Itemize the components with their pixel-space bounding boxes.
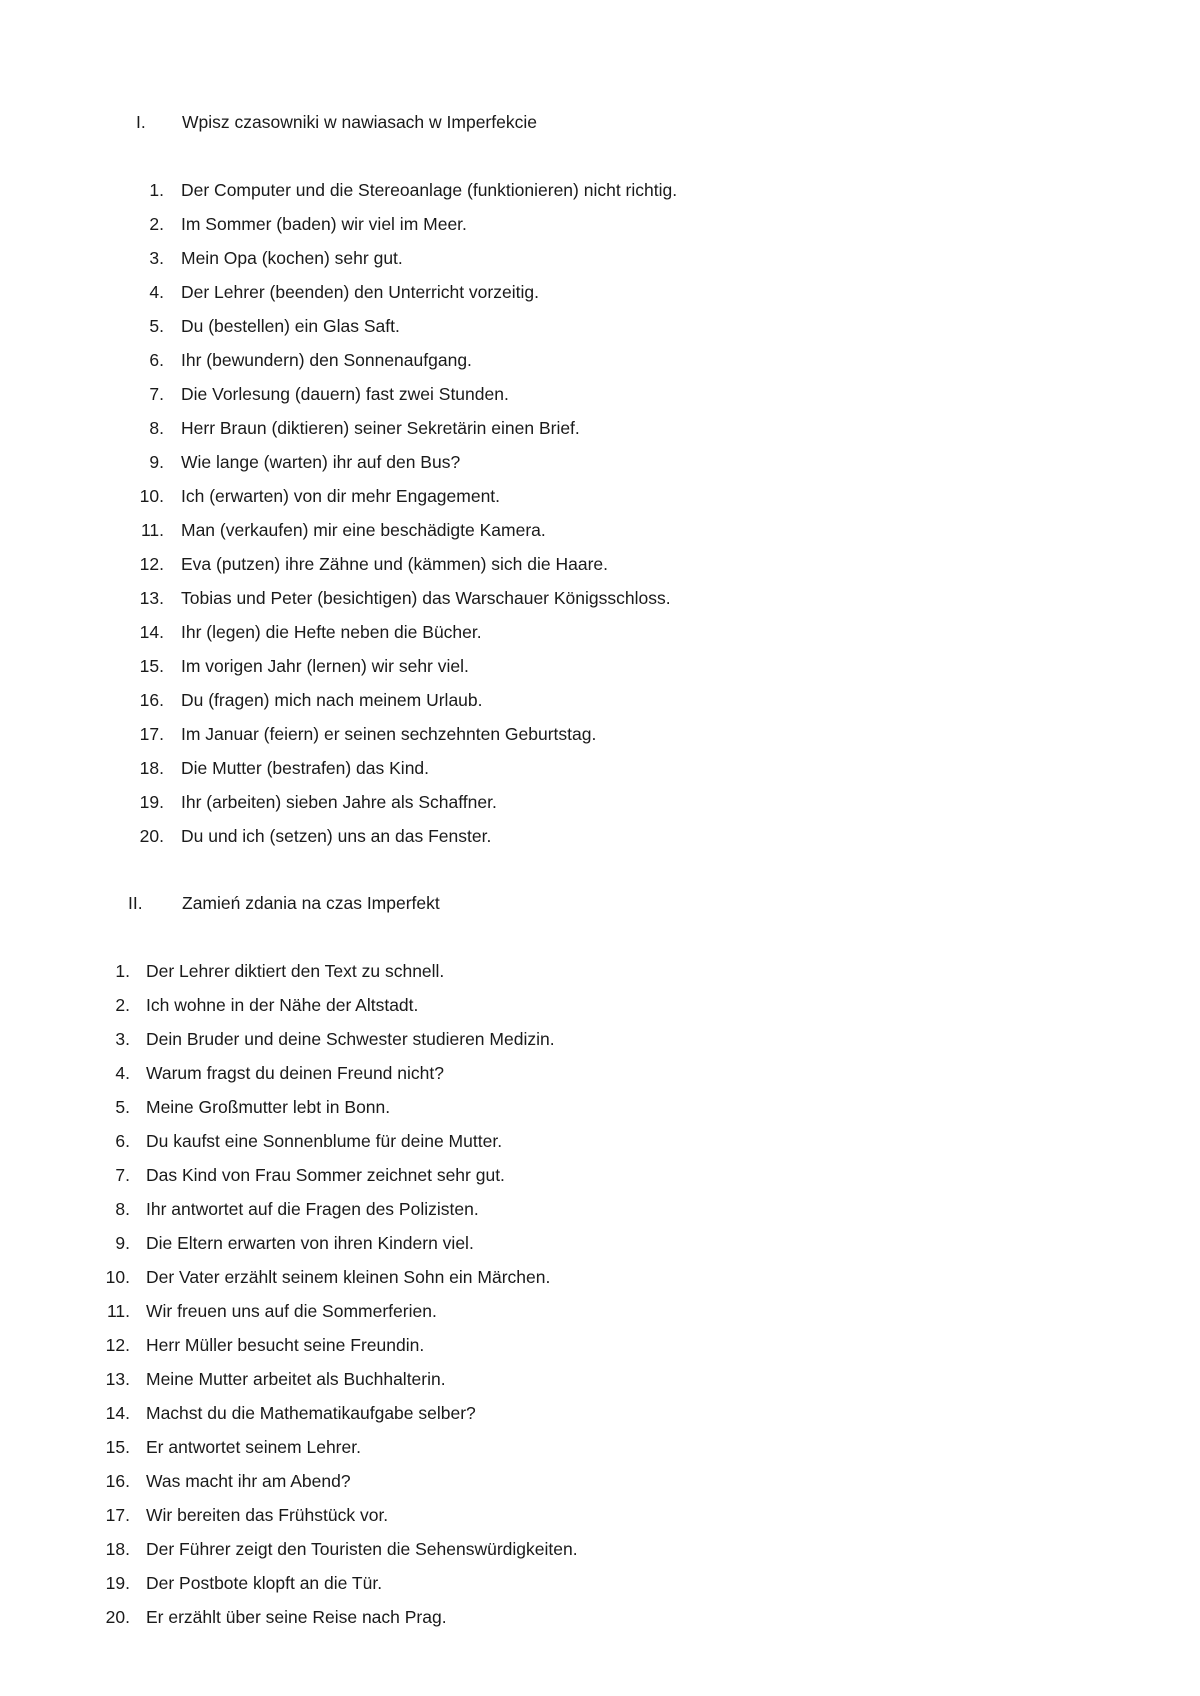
- list-item: [100, 1226, 578, 1260]
- section-1-title: Wpisz czasowniki w nawiasach w Imperfekcie: [182, 112, 537, 132]
- list-item: [100, 1158, 578, 1192]
- list-item-text: Herr Braun (diktieren) seiner Sekretärin einen Brief.: [181, 418, 580, 438]
- list-item-number: 4.: [149, 282, 164, 302]
- list-item-number: 3.: [115, 1029, 130, 1049]
- list-item-number: 17.: [139, 724, 164, 744]
- list-item: [134, 581, 677, 615]
- list-item-number: 16.: [139, 690, 164, 710]
- list-item-number: 9.: [115, 1233, 130, 1253]
- list-item: [100, 1396, 578, 1430]
- list-item-number: 8.: [115, 1199, 130, 1219]
- list-item-text: Ich wohne in der Nähe der Altstadt.: [146, 995, 419, 1015]
- list-item-number: 8.: [149, 418, 164, 438]
- list-item-number: 3.: [149, 248, 164, 268]
- list-item-number: 15.: [139, 656, 164, 676]
- list-item: [100, 1328, 578, 1362]
- list-item: [100, 1430, 578, 1464]
- list-item-text: Im Sommer (baden) wir viel im Meer.: [181, 214, 467, 234]
- list-item-text: Mein Opa (kochen) sehr gut.: [181, 248, 403, 268]
- list-item-text: Wie lange (warten) ihr auf den Bus?: [181, 452, 461, 472]
- list-item-text: Warum fragst du deinen Freund nicht?: [146, 1063, 444, 1083]
- section-1-exercise-list: [134, 173, 677, 853]
- list-item-number: 16.: [105, 1471, 130, 1491]
- list-item: [134, 377, 677, 411]
- list-item-number: 9.: [149, 452, 164, 472]
- list-item-number: 13.: [139, 588, 164, 608]
- list-item-text: Ihr (legen) die Hefte neben die Bücher.: [181, 622, 482, 642]
- list-item: [100, 1294, 578, 1328]
- list-item: [100, 1124, 578, 1158]
- list-item-number: 2.: [115, 995, 130, 1015]
- list-item: [134, 751, 677, 785]
- list-item-number: 1.: [149, 180, 164, 200]
- list-item: [100, 1090, 578, 1124]
- list-item: [134, 445, 677, 479]
- list-item-number: 5.: [149, 316, 164, 336]
- list-item-number: 19.: [139, 792, 164, 812]
- list-item-number: 14.: [105, 1403, 130, 1423]
- list-item-number: 17.: [105, 1505, 130, 1525]
- section-2-heading: [128, 886, 440, 920]
- list-item-number: 1.: [115, 961, 130, 981]
- section-1-numeral: I.: [136, 112, 146, 132]
- list-item: [100, 1464, 578, 1498]
- section-1-heading: [136, 105, 537, 139]
- list-item-text: Meine Großmutter lebt in Bonn.: [146, 1097, 391, 1117]
- list-item-text: Man (verkaufen) mir eine beschädigte Kamera.: [181, 520, 546, 540]
- list-item-number: 11.: [106, 1301, 130, 1321]
- list-item-text: Machst du die Mathematikaufgabe selber?: [146, 1403, 476, 1423]
- section-2-title: Zamień zdania na czas Imperfekt: [182, 893, 440, 913]
- list-item: [134, 343, 677, 377]
- list-item-text: Die Vorlesung (dauern) fast zwei Stunden.: [181, 384, 509, 404]
- list-item: [100, 954, 578, 988]
- list-item-number: 12.: [105, 1335, 130, 1355]
- list-item-text: Ihr antwortet auf die Fragen des Polizisten.: [146, 1199, 479, 1219]
- list-item-text: Du (fragen) mich nach meinem Urlaub.: [181, 690, 483, 710]
- section-2-exercise-list: [100, 954, 578, 1634]
- list-item-text: Der Vater erzählt seinem kleinen Sohn ein Märchen.: [146, 1267, 551, 1287]
- list-item-text: Der Computer und die Stereoanlage (funktionieren) nicht richtig.: [181, 180, 678, 200]
- list-item-number: 7.: [115, 1165, 130, 1185]
- list-item-text: Ich (erwarten) von dir mehr Engagement.: [181, 486, 501, 506]
- list-item: [134, 275, 677, 309]
- list-item: [134, 717, 677, 751]
- list-item-text: Was macht ihr am Abend?: [146, 1471, 351, 1491]
- list-item-text: Im vorigen Jahr (lernen) wir sehr viel.: [181, 656, 469, 676]
- list-item: [134, 615, 677, 649]
- list-item: [100, 1260, 578, 1294]
- list-item-text: Die Mutter (bestrafen) das Kind.: [181, 758, 430, 778]
- list-item: [134, 547, 677, 581]
- list-item: [100, 1600, 578, 1634]
- list-item: [134, 513, 677, 547]
- list-item-number: 11.: [140, 520, 164, 540]
- list-item-text: Er erzählt über seine Reise nach Prag.: [146, 1607, 447, 1627]
- list-item: [134, 309, 677, 343]
- list-item: [134, 241, 677, 275]
- list-item-number: 20.: [139, 826, 164, 846]
- list-item-number: 12.: [139, 554, 164, 574]
- list-item-number: 6.: [149, 350, 164, 370]
- list-item-number: 10.: [105, 1267, 130, 1287]
- list-item-number: 6.: [115, 1131, 130, 1151]
- section-2-numeral: II.: [128, 893, 143, 913]
- list-item: [134, 683, 677, 717]
- list-item-number: 4.: [115, 1063, 130, 1083]
- list-item-text: Der Postbote klopft an die Tür.: [146, 1573, 383, 1593]
- list-item-number: 20.: [105, 1607, 130, 1627]
- list-item-text: Du und ich (setzen) uns an das Fenster.: [181, 826, 492, 846]
- list-item: [134, 479, 677, 513]
- list-item: [100, 1056, 578, 1090]
- list-item: [100, 1498, 578, 1532]
- list-item-text: Herr Müller besucht seine Freundin.: [146, 1335, 425, 1355]
- list-item-number: 18.: [139, 758, 164, 778]
- list-item-number: 5.: [115, 1097, 130, 1117]
- list-item-number: 19.: [105, 1573, 130, 1593]
- list-item-number: 2.: [149, 214, 164, 234]
- list-item-text: Ihr (bewundern) den Sonnenaufgang.: [181, 350, 472, 370]
- list-item-text: Wir bereiten das Frühstück vor.: [146, 1505, 389, 1525]
- list-item-text: Das Kind von Frau Sommer zeichnet sehr gut.: [146, 1165, 505, 1185]
- list-item-text: Er antwortet seinem Lehrer.: [146, 1437, 361, 1457]
- list-item: [134, 819, 677, 853]
- list-item: [100, 1192, 578, 1226]
- list-item: [100, 988, 578, 1022]
- list-item-text: Der Führer zeigt den Touristen die Sehenswürdigkeiten.: [146, 1539, 578, 1559]
- list-item-text: Wir freuen uns auf die Sommerferien.: [146, 1301, 437, 1321]
- list-item-text: Du kaufst eine Sonnenblume für deine Mutter.: [146, 1131, 503, 1151]
- list-item: [134, 411, 677, 445]
- list-item: [100, 1566, 578, 1600]
- list-item: [100, 1362, 578, 1396]
- list-item-number: 10.: [139, 486, 164, 506]
- list-item-number: 18.: [105, 1539, 130, 1559]
- list-item: [100, 1022, 578, 1056]
- list-item-text: Dein Bruder und deine Schwester studieren Medizin.: [146, 1029, 555, 1049]
- list-item: [134, 173, 677, 207]
- list-item-text: Die Eltern erwarten von ihren Kindern viel.: [146, 1233, 474, 1253]
- list-item: [134, 207, 677, 241]
- list-item-text: Im Januar (feiern) er seinen sechzehnten Geburtstag.: [181, 724, 597, 744]
- list-item-text: Tobias und Peter (besichtigen) das Warschauer Königsschloss.: [181, 588, 671, 608]
- list-item: [134, 785, 677, 819]
- list-item: [134, 649, 677, 683]
- list-item-text: Eva (putzen) ihre Zähne und (kämmen) sich die Haare.: [181, 554, 609, 574]
- list-item-text: Ihr (arbeiten) sieben Jahre als Schaffner.: [181, 792, 497, 812]
- list-item-number: 7.: [149, 384, 164, 404]
- list-item-text: Meine Mutter arbeitet als Buchhalterin.: [146, 1369, 446, 1389]
- list-item-text: Du (bestellen) ein Glas Saft.: [181, 316, 400, 336]
- list-item-number: 13.: [105, 1369, 130, 1389]
- list-item-number: 15.: [105, 1437, 130, 1457]
- list-item: [100, 1532, 578, 1566]
- list-item-text: Der Lehrer (beenden) den Unterricht vorzeitig.: [181, 282, 539, 302]
- list-item-number: 14.: [139, 622, 164, 642]
- list-item-text: Der Lehrer diktiert den Text zu schnell.: [146, 961, 445, 981]
